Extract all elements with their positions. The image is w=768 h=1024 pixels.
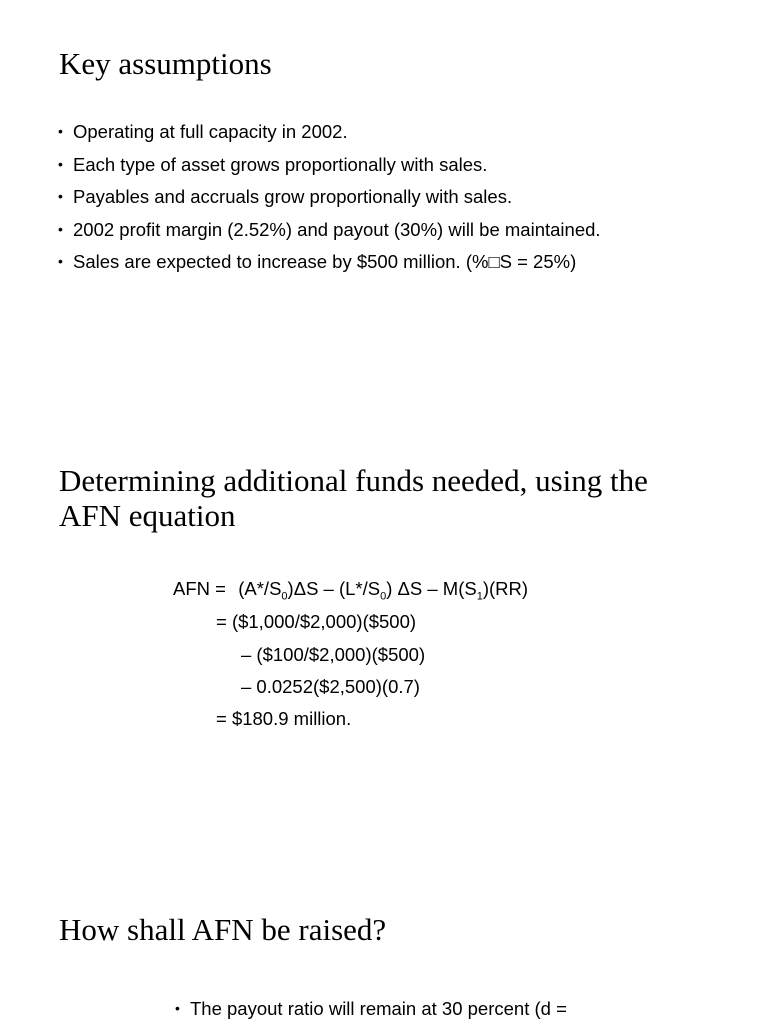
list-item-text: Payables and accruals grow proportionally with sales. [73,186,513,207]
bullet-icon: • [58,155,63,172]
bullet-icon: • [58,220,63,237]
formula-line-2: = ($1,000/$2,000)($500) [216,611,417,632]
section-title-line-1: Determining additional funds needed, using the [59,463,648,498]
subscript: 0 [281,590,288,603]
list-item-text: Each type of asset grows proportionally with sales. [73,153,488,175]
bullet-icon: • [58,253,63,269]
section-title-key-assumptions: Key assumptions [59,46,272,81]
section-title-line-2: AFN equation [59,498,236,533]
bullet-icon: • [58,123,63,139]
formula-lhs: AFN = [173,578,226,599]
section-title-afn-equation [59,463,648,533]
formula-line-5: = $180.9 million. [216,708,352,729]
subscript: 0 [380,590,387,603]
formula-line-4: – 0.0252($2,500)(0.7) [241,676,420,697]
subscript: 1 [476,590,483,603]
list-item-text: The payout ratio will remain at 30 percent (d = [190,998,567,1019]
bullet-icon: • [58,188,63,204]
assumptions-list [58,117,601,280]
formula-term-c-tail: )(RR) [482,578,529,599]
list-item [58,247,601,280]
bullet-icon: • [175,1000,180,1016]
list-item-text: Sales are expected to increase by $500 million. (%□S = 25%) [73,251,577,272]
list-item [58,117,601,150]
formula-term-a-tail: )ΔS – (L*/S [287,578,381,599]
list-item-text: 2002 profit margin (2.52%) and payout (30%) will be maintained. [73,218,601,240]
list-item [58,150,601,183]
list-item [58,182,601,215]
formula-line-1 [173,576,528,602]
list-item [175,994,567,1023]
formula-term-b-tail: ) ΔS – M(S [386,578,477,599]
formula-term-a: (A*/S [238,578,282,599]
formula-line-3: – ($100/$2,000)($500) [241,644,426,665]
section-title-afn-raised: How shall AFN be raised? [59,912,387,947]
list-item [58,215,601,248]
list-item-text: Operating at full capacity in 2002. [73,121,348,142]
